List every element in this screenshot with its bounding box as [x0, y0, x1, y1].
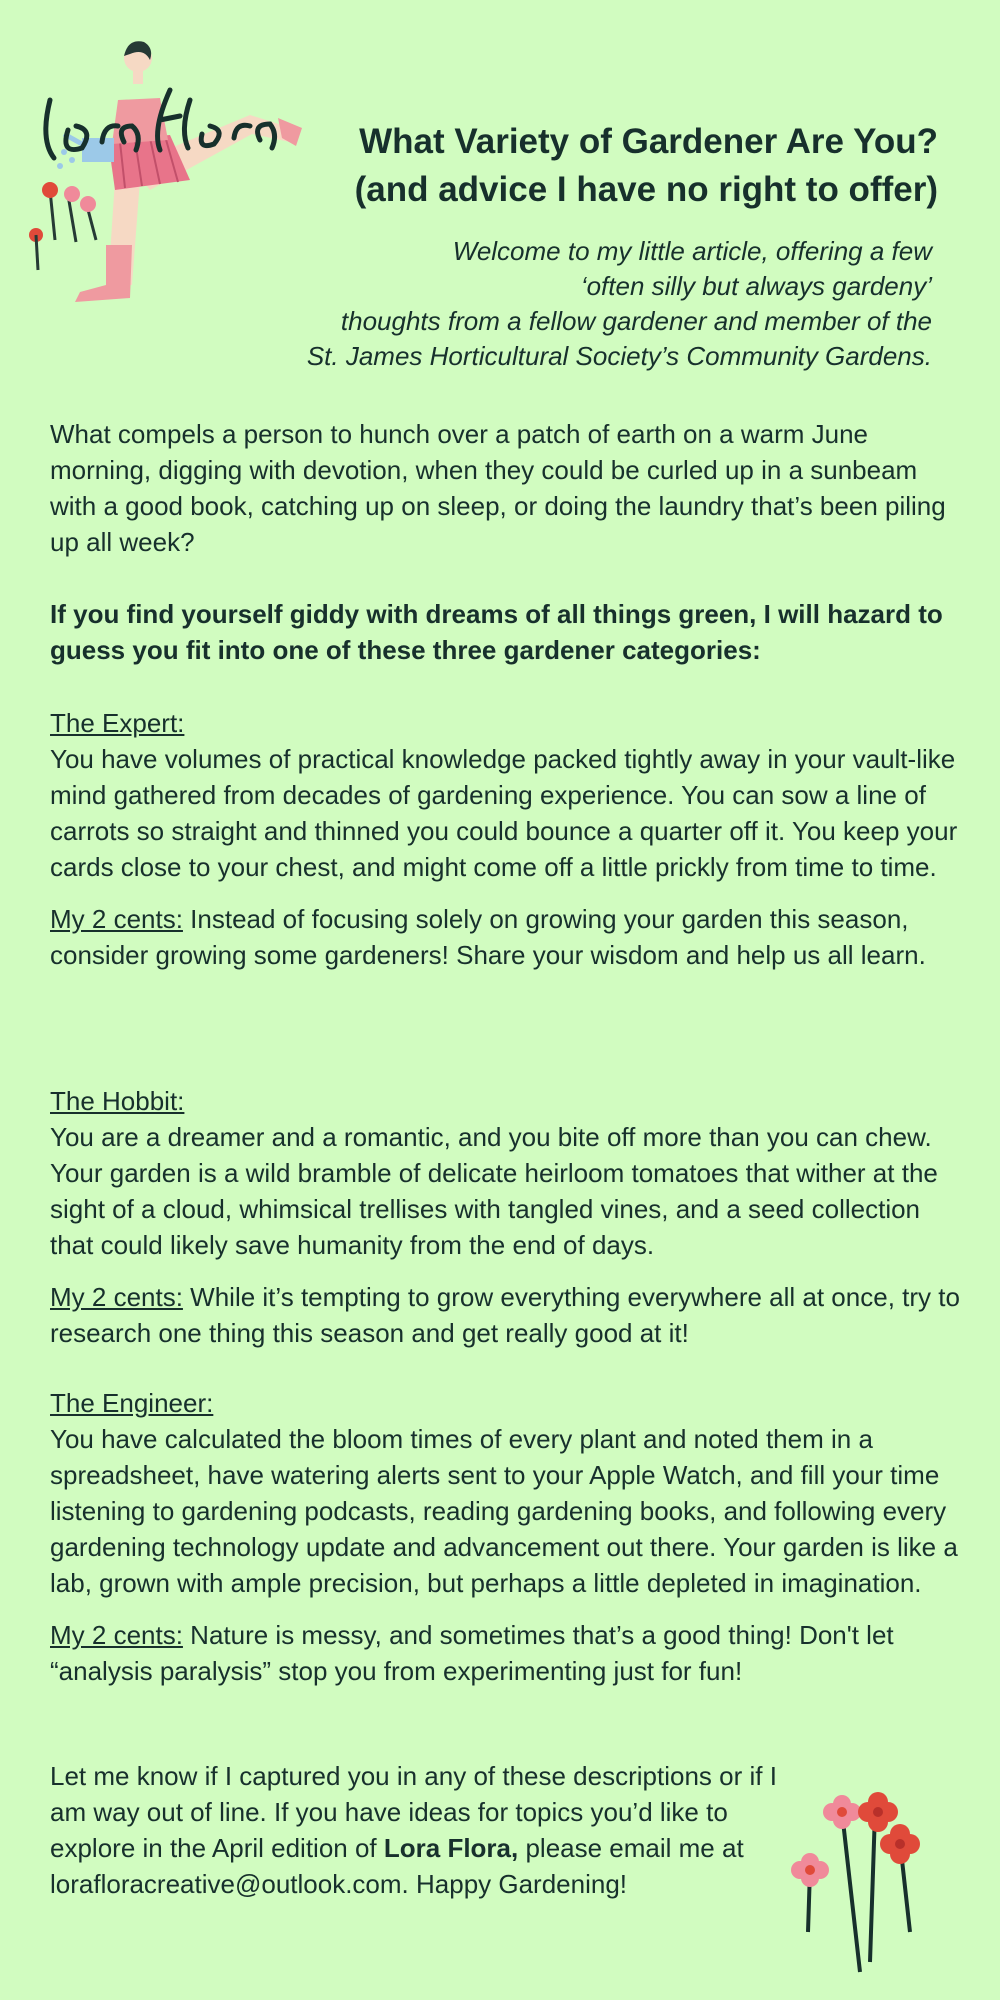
flowers-illustration	[780, 1782, 940, 1982]
closing-paragraph	[50, 1758, 810, 1902]
intro-line-2: ‘often silly but always gardeny’	[580, 271, 932, 301]
advice-text: Instead of focusing solely on growing your garden this season, consider growing some gardeners! Share your wisdom and help us all learn.	[50, 904, 926, 970]
intro-line-1: Welcome to my little article, offering a few	[452, 236, 932, 266]
advice-text: Nature is messy, and sometimes that’s a good thing! Don't let “analysis paralysis” stop you from experimenting just for fun!	[50, 1620, 894, 1686]
cents-label: My 2 cents:	[50, 1282, 183, 1312]
section-engineer	[50, 1385, 960, 1689]
section-advice	[50, 1617, 960, 1689]
section-description: You have volumes of practical knowledge packed tightly away in your vault-like mind gathered from decades of gardening experience. You can sow a line of carrots so straight and thinned you could bounce a quarter off it. You keep your cards close to your chest, and might come off a little prickly from time to time.	[50, 744, 958, 882]
title-line-2: (and advice I have no right to offer)	[354, 170, 938, 209]
lead-paragraph: If you find yourself giddy with dreams of all things green, I will hazard to guess you fit into one of these three gardener categories:	[50, 599, 943, 665]
closing-text	[50, 1758, 810, 1902]
cents-label: My 2 cents:	[50, 904, 183, 934]
section-heading: The Hobbit:	[50, 1086, 185, 1116]
section-heading: The Engineer:	[50, 1388, 214, 1418]
section-hobbit	[50, 1083, 960, 1351]
section-advice	[50, 901, 960, 973]
intro-line-3: thoughts from a fellow gardener and member of the	[340, 306, 932, 336]
section-description: You have calculated the bloom times of every plant and noted them in a spreadsheet, have watering alerts sent to your Apple Watch, and fill your time listening to gardening podcasts, reading gardening books, and following every gardening technology update and advancement out there. Your garden is like a lab, grown with ample precision, but perhaps a little depleted in imagination.	[50, 1424, 958, 1598]
page-title	[218, 118, 938, 214]
intro-text	[172, 234, 932, 374]
section-expert	[50, 705, 960, 973]
closing-after: please email me at lorafloracreative@outlook.com. Happy Gardening!	[50, 1833, 744, 1899]
question-paragraph: What compels a person to hunch over a patch of earth on a warm June morning, digging with devotion, when they could be curled up in a sunbeam with a good book, catching up on sleep, or doing the laundry that’s been piling up all week?	[50, 419, 946, 557]
advice-text: While it’s tempting to grow everything everywhere all at once, try to research one thing this season and get really good at it!	[50, 1282, 960, 1348]
opening-question	[50, 416, 960, 560]
section-heading: The Expert:	[50, 708, 185, 738]
intro-line-4: St. James Horticultural Society’s Community Gardens.	[306, 341, 932, 371]
closing-brand: Lora Flora,	[383, 1833, 519, 1863]
cents-label: My 2 cents:	[50, 1620, 183, 1650]
section-description: You are a dreamer and a romantic, and you bite off more than you can chew. Your garden is a wild bramble of delicate heirloom tomatoes that wither at the sight of a cloud, whimsical trellises with tangled vines, and a seed collection that could likely save humanity from the end of days.	[50, 1122, 938, 1260]
section-advice	[50, 1279, 960, 1351]
title-line-1: What Variety of Gardener Are You?	[359, 122, 938, 161]
closing-before: Let me know if I captured you in any of these descriptions or if I am way out of line. If you have ideas for topics you’d like to explore in the April edition of	[50, 1761, 777, 1863]
lead-in	[50, 596, 960, 668]
